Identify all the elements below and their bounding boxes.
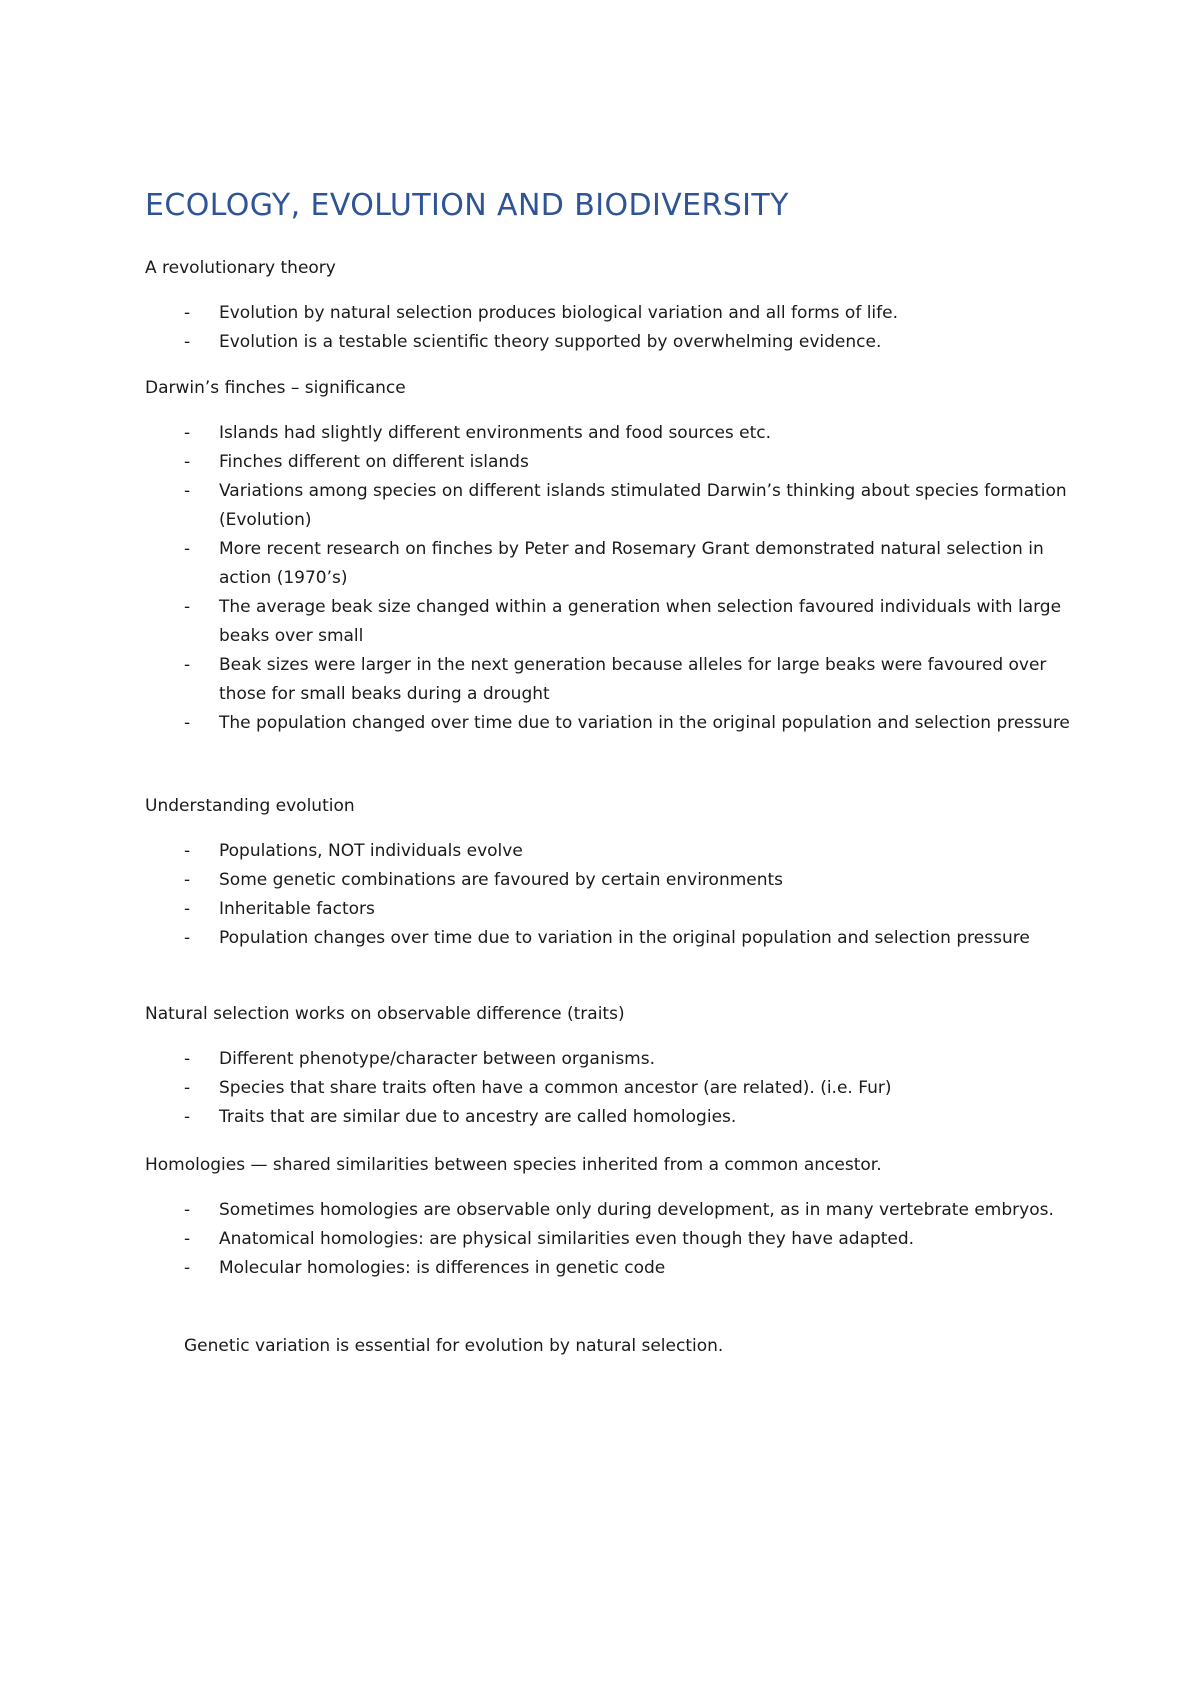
spacer	[145, 403, 1075, 419]
dash-marker: -	[184, 481, 191, 501]
dash-marker: -	[184, 1107, 191, 1127]
dash-marker: -	[184, 1258, 191, 1278]
list-item-text: Sometimes homologies are observable only during development, as in many vertebrate embryos.	[219, 1200, 1054, 1220]
list-item-text: Finches different on different islands	[219, 452, 529, 472]
list-item	[145, 593, 1075, 651]
spacer	[145, 283, 1075, 299]
list-item	[145, 651, 1075, 709]
list-item-text: The population changed over time due to variation in the original population and selection pressure	[219, 713, 1070, 733]
list-item	[145, 837, 1075, 866]
document-title: ECOLOGY, EVOLUTION AND BIODIVERSITY	[145, 188, 789, 224]
list-item-text: Anatomical homologies: are physical similarities even though they have adapted.	[219, 1229, 915, 1249]
section-heading: Darwin’s finches – significance	[145, 378, 406, 398]
dash-marker: -	[184, 841, 191, 861]
list-item	[145, 709, 1075, 738]
list-item	[145, 448, 1075, 477]
closing-statement: Genetic variation is essential for evolution by natural selection.	[184, 1336, 724, 1356]
list-item	[145, 866, 1075, 895]
bullet-list	[145, 837, 1075, 953]
list-item-text: Evolution is a testable scientific theory supported by overwhelming evidence.	[219, 332, 882, 352]
list-item	[145, 1254, 1075, 1283]
list-item	[145, 1196, 1075, 1225]
dash-marker: -	[184, 303, 191, 323]
bullet-list	[145, 1196, 1075, 1283]
list-item-text: Molecular homologies: is differences in genetic code	[219, 1258, 666, 1278]
list-item-text: Populations, NOT individuals evolve	[219, 841, 523, 861]
dash-marker: -	[184, 423, 191, 443]
section-homologies	[145, 1151, 1075, 1283]
dash-marker: -	[184, 928, 191, 948]
section-natural-selection	[145, 1000, 1075, 1132]
list-item-text: Traits that are similar due to ancestry are called homologies.	[219, 1107, 737, 1127]
list-item	[145, 1074, 1075, 1103]
dash-marker: -	[184, 1229, 191, 1249]
section-revolutionary-theory	[145, 254, 1075, 357]
dash-marker: -	[184, 539, 191, 559]
dash-marker: -	[184, 713, 191, 733]
section-heading: Natural selection works on observable difference (traits)	[145, 1004, 625, 1024]
section-heading: Homologies — shared similarities between species inherited from a common ancestor.	[145, 1155, 882, 1175]
list-item-text: Inheritable factors	[219, 899, 375, 919]
list-item-text: Population changes over time due to variation in the original population and selection pressure	[219, 928, 1030, 948]
dash-marker: -	[184, 332, 191, 352]
bullet-list	[145, 419, 1075, 738]
list-item-text: The average beak size changed within a generation when selection favoured individuals with large beaks over small	[219, 597, 1062, 646]
list-item	[145, 328, 1075, 357]
list-item	[145, 1045, 1075, 1074]
list-item-text: More recent research on finches by Peter and Rosemary Grant demonstrated natural selection in action (1970’s)	[219, 539, 1044, 588]
list-item-text: Some genetic combinations are favoured by certain environments	[219, 870, 784, 890]
list-item-text: Evolution by natural selection produces biological variation and all forms of life.	[219, 303, 898, 323]
dash-marker: -	[184, 1200, 191, 1220]
dash-marker: -	[184, 1078, 191, 1098]
dash-marker: -	[184, 452, 191, 472]
list-item	[145, 924, 1075, 953]
list-item-text: Different phenotype/character between organisms.	[219, 1049, 656, 1069]
spacer	[145, 1029, 1075, 1045]
dash-marker: -	[184, 597, 191, 617]
spacer	[145, 821, 1075, 837]
dash-marker: -	[184, 655, 191, 675]
section-heading: Understanding evolution	[145, 796, 355, 816]
bullet-list	[145, 1045, 1075, 1132]
dash-marker: -	[184, 899, 191, 919]
list-item	[145, 419, 1075, 448]
list-item-text: Variations among species on different islands stimulated Darwin’s thinking about species formation (Evolution)	[219, 481, 1067, 530]
dash-marker: -	[184, 870, 191, 890]
dash-marker: -	[184, 1049, 191, 1069]
list-item	[145, 299, 1075, 328]
list-item	[145, 895, 1075, 924]
list-item	[145, 1225, 1075, 1254]
list-item-text: Islands had slightly different environments and food sources etc.	[219, 423, 772, 443]
list-item	[145, 535, 1075, 593]
bullet-list	[145, 299, 1075, 357]
spacer	[145, 1180, 1075, 1196]
list-item-text: Beak sizes were larger in the next generation because alleles for large beaks were favoured over those for small beaks during a drought	[219, 655, 1047, 704]
section-heading: A revolutionary theory	[145, 258, 336, 278]
list-item	[145, 1103, 1075, 1132]
section-understanding-evolution	[145, 792, 1075, 953]
list-item	[145, 477, 1075, 535]
section-darwins-finches	[145, 374, 1075, 738]
list-item-text: Species that share traits often have a common ancestor (are related). (i.e. Fur)	[219, 1078, 892, 1098]
